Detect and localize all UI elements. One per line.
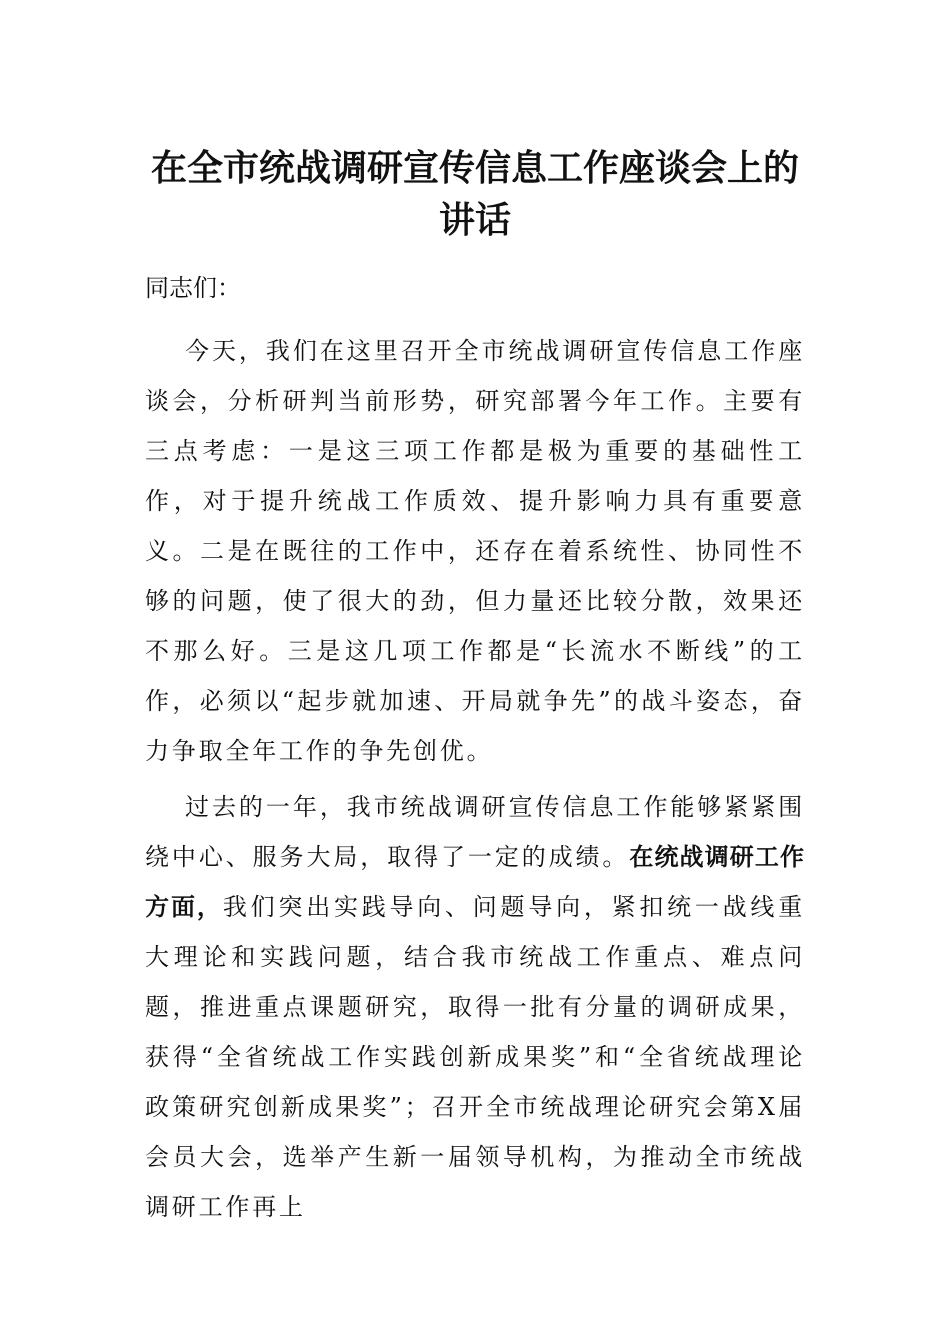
paragraph-1: 今天，我们在这里召开全市统战调研宣传信息工作座谈会，分析研判当前形势，研究部署今年工作。主要有三点考虑：一是这三项工作都是极为重要的基础性工作，对于提升统战工作质效、提升影响力具有重要意义。二是在既往的工作中，还存在着系统性、协同性不够的问题，使了很大的劲，但力量还比较分散，效果还不那么好。三是这几项工作都是“长流水不断线”的工作，必须以“起步就加速、开局就争先”的战斗姿态，奋力争取全年工作的争先创优。 xyxy=(145,337,805,765)
paragraph-2-start: 过去的一年，我市统战调研宣传信息工作能够紧紧围绕中心、服务大局，取得了一定的成绩。 xyxy=(145,793,805,871)
salutation: 同志们： xyxy=(145,274,241,302)
paragraph-2-bold-heading: 在统战调研工作方面， xyxy=(145,843,805,921)
paragraph-2-rest: 我们突出实践导向、问题导向，紧扣统一战线重大理论和实践问题，结合我市统战工作重点、难点问题，推进重点课题研究，取得一批有分量的调研成果，获得“全省统战工作实践创新成果奖”和“全省统战理论政策研究创新成果奖”；召开全市统战理论研究会第X届会员大会，选举产生新一届领导机构，为推动全市统战调研工作再上 xyxy=(145,893,805,1221)
document-title: 在全市统战调研宣传信息工作座谈会上的讲话 xyxy=(150,147,799,241)
paragraph-2 xyxy=(145,782,805,1232)
